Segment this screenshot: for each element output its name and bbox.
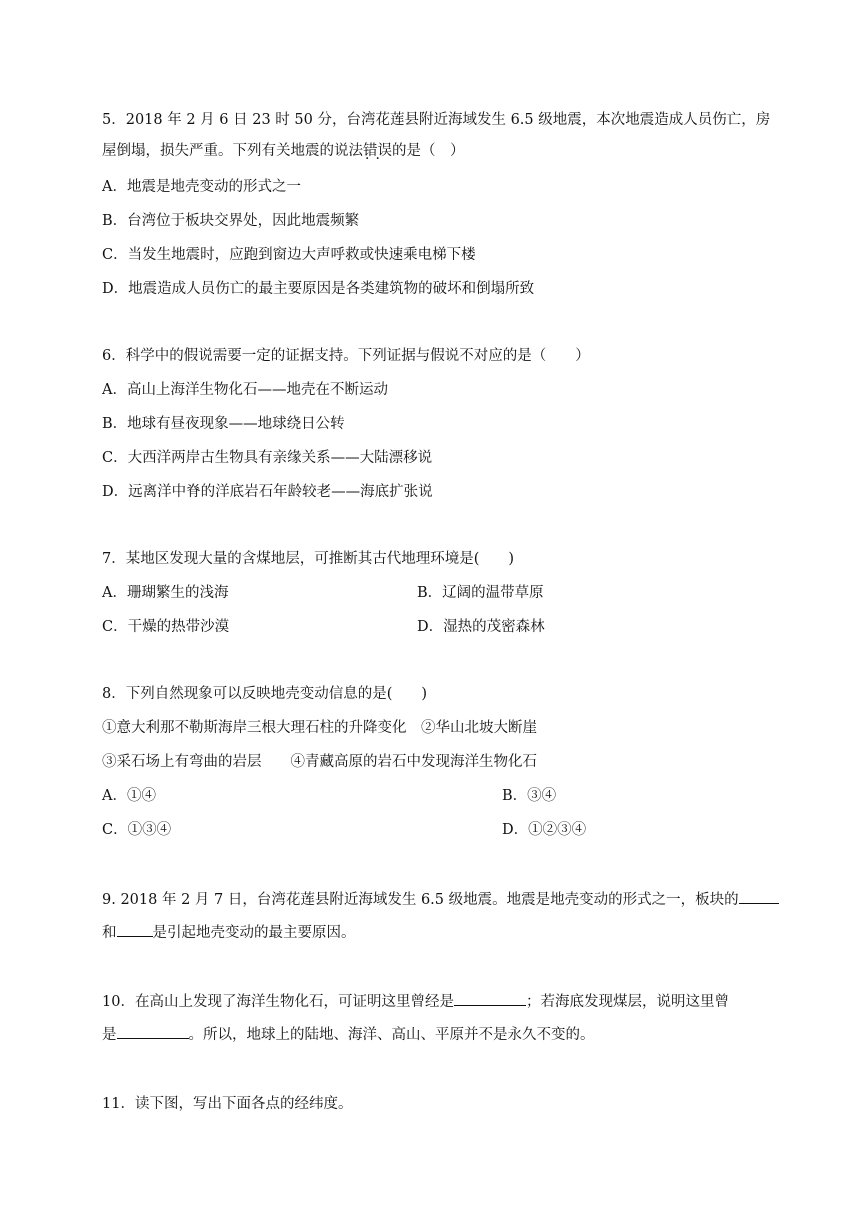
q9-text: 9. 2018 年 2 月 7 日，台湾花莲县附近海域发生 6.5 级地震。地震是地壳变动的形式之一，板块的 [102, 892, 739, 908]
q5-option-d: D．地震造成人员伤亡的最主要原因是各类建筑物的破坏和倒塌所致 [102, 281, 535, 297]
q7-option-c: C．干燥的热带沙漠 [102, 619, 230, 635]
q6-option-d: D．远离洋中脊的洋底岩石年龄较老——海底扩张说 [102, 484, 433, 500]
q5-option-c: C．当发生地震时，应跑到窗边大声呼救或快速乘电梯下楼 [102, 247, 476, 263]
q10-text-d: 。所以，地球上的陆地、海洋、高山、平原并不是永久不变的。 [188, 1027, 595, 1043]
q5-stem-text-b: 的是（ ） [392, 143, 465, 159]
q5-stem-text-a: 屋倒塌，损失严重。下列有关地震的说法 [102, 143, 363, 159]
q7-option-d: D．湿热的茂密森林 [417, 619, 545, 635]
q7-option-b: B．辽阔的温带草原 [417, 585, 544, 601]
q10-text-b: ；若海底发现煤层，说明这里曾 [525, 994, 729, 1010]
q7-options-row2 [102, 617, 545, 637]
q5-emphasis-word: 错误 ·· [363, 143, 392, 159]
q10-line2 [102, 1024, 595, 1045]
q6-option-b: B．地球有昼夜现象——地球绕日公转 [102, 416, 345, 432]
q5-option-a: A．地震是地壳变动的形式之一 [102, 179, 301, 195]
q8-options-row1 [102, 786, 557, 806]
q5-stem-line2 [102, 141, 465, 161]
q7-option-a: A．珊瑚繁生的浅海 [102, 585, 229, 601]
q9-line2 [102, 922, 356, 943]
q9-line1 [102, 889, 779, 910]
q7-stem: 7．某地区发现大量的含煤地层，可推断其古代地理环境是( ) [102, 551, 515, 567]
q5-stem-line1: 5．2018 年 2 月 6 日 23 时 50 分，台湾花莲县附近海域发生 6.5 级地震，本次地震造成人员伤亡，房 [102, 112, 771, 128]
q10-text-a: 10．在高山上发现了海洋生物化石，可证明这里曾经是 [102, 994, 454, 1010]
q9-text-end: 是引起地壳变动的最主要原因。 [152, 925, 356, 941]
q8-option-b: B．③④ [502, 788, 557, 804]
q6-stem: 6．科学中的假说需要一定的证据支持。下列证据与假说不对应的是（ ） [102, 348, 590, 364]
q6-option-c: C．大西洋两岸古生物具有亲缘关系——大陆漂移说 [102, 450, 433, 466]
q8-option-c: C．①③④ [102, 822, 172, 838]
q7-options-row1 [102, 583, 544, 603]
q10-text-c: 是 [102, 1027, 117, 1043]
q5-option-b: B．台湾位于板块交界处，因此地震频繁 [102, 213, 360, 229]
q8-option-d: D．①②③④ [502, 822, 587, 838]
q9-blank-2[interactable] [117, 922, 153, 937]
q8-items-line1: ①意大利那不勒斯海岸三根大理石柱的升降变化 ②华山北坡大断崖 [102, 720, 537, 736]
q8-option-a: A．①④ [102, 788, 156, 804]
q9-blank-1[interactable] [739, 889, 779, 904]
q8-options-row2 [102, 820, 587, 840]
q10-blank-2[interactable] [117, 1024, 189, 1039]
q10-blank-1[interactable] [454, 991, 526, 1006]
q8-stem: 8．下列自然现象可以反映地壳变动信息的是( ) [102, 686, 428, 702]
q9-text-and: 和 [102, 925, 117, 941]
q8-items-line2: ③采石场上有弯曲的岩层 ④青藏高原的岩石中发现海洋生物化石 [102, 754, 537, 770]
q6-option-a: A．高山上海洋生物化石——地壳在不断运动 [102, 382, 388, 398]
q10-line1 [102, 991, 729, 1012]
q11-stem: 11．读下图，写出下面各点的经纬度。 [102, 1096, 353, 1112]
